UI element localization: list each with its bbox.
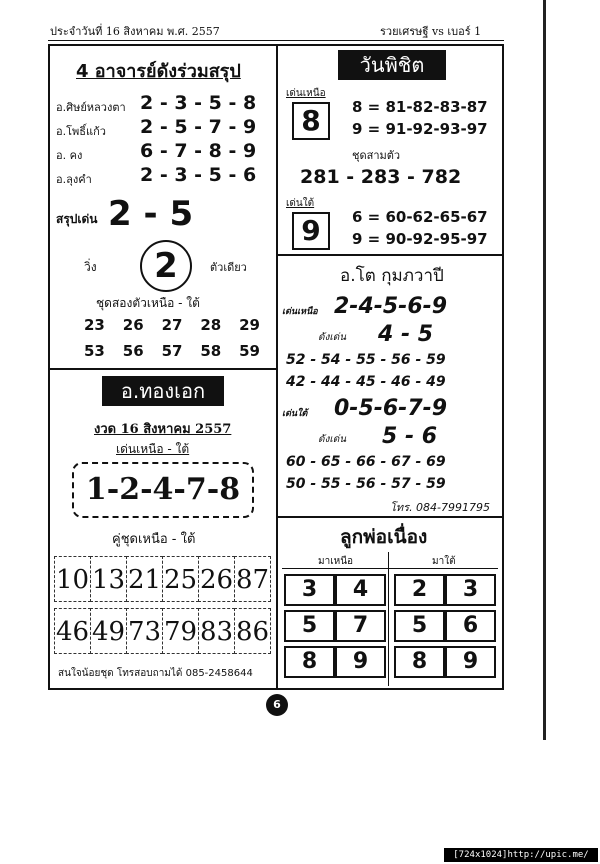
teacher-numbers: 2 - 5 - 7 - 9 [140,116,257,138]
to-line-2: 42 - 44 - 45 - 46 - 49 [286,374,446,390]
lukpho-cell: 6 [445,610,496,642]
south-label: เด่นใต้ [286,198,315,209]
right-divider-1 [276,254,504,256]
thongek-contact: สนใจน้อยชุด โทรสอบถามได้ 085-2458644 [58,668,253,679]
pair-number: 28 [200,316,222,334]
grid-cell: 46 [54,608,91,654]
pair-number: 27 [161,316,183,334]
run-label: วิ่ง [84,260,97,274]
north-box: 8 [292,102,330,140]
header-title: รวยเศรษฐี vs เบอร์ 1 [380,25,482,38]
teacher-name: อ.ลุงคำ [56,173,92,186]
to-line-4: 50 - 55 - 56 - 57 - 59 [286,476,446,492]
thongek-main-numbers: 1-2-4-7-8 [72,462,254,518]
lukpho-cell: 5 [284,610,335,642]
pairs-row-2 [84,342,260,360]
lukpho-cell: 4 [335,574,386,606]
south-line-1: 6 = 60-62-65-67 [352,208,488,226]
to-phone: โทร. 084-7991795 [390,501,491,514]
grid-cell: 25 [162,556,199,602]
left-divider [48,368,276,370]
page-number: 6 [266,694,288,716]
lukpho-left-label: มาเหนือ [318,556,354,567]
to-dang2-label: ดังเด่น [318,434,347,445]
lukpho-cell: 3 [284,574,335,606]
grid-cell: 21 [126,556,163,602]
to-south-label: เด่นใต้ [282,409,308,419]
grid-cell: 73 [126,608,163,654]
run-number-circle: 2 [140,240,192,292]
wanphichit-title: วันพิชิต [338,50,446,80]
pair-number: 58 [200,342,222,360]
lukpho-cell: 8 [394,646,445,678]
teacher-numbers: 2 - 3 - 5 - 8 [140,92,257,114]
teacher-name: อ.ศิษย์หลวงตา [56,101,126,114]
lukpho-cell: 2 [394,574,445,606]
grid-cell: 83 [198,608,235,654]
header-rule [48,40,504,41]
lukpho-cell: 9 [335,646,386,678]
teacher-numbers: 6 - 7 - 8 - 9 [140,140,257,162]
grid-cell: 49 [90,608,127,654]
right-divider-2 [276,516,504,518]
pair-number: 23 [84,316,105,334]
grid-cell: 86 [234,608,271,654]
north-line-2: 9 = 91-92-93-97 [352,120,488,138]
header-date: ประจำวันที่ 16 สิงหาคม พ.ศ. 2557 [50,25,220,38]
four-teachers-title: 4 อาจารย์ดังร่วมสรุป [76,61,241,82]
pair-number: 57 [161,342,183,360]
grid-cell: 79 [162,608,199,654]
to-title: อ.โต กุมภวาปี [340,266,444,286]
lukpho-cell: 7 [335,610,386,642]
pairs-grid [54,556,274,660]
teacher-row [56,140,271,164]
pair-number: 53 [84,342,105,360]
pairs-row-1 [84,316,260,334]
lukpho-rule [282,568,498,569]
to-north-numbers: 2-4-5-6-9 [334,294,448,319]
thongek-sub: เด่นเหนือ - ใต้ [116,442,190,456]
lukpho-cell: 5 [394,610,445,642]
grid-cell: 13 [90,556,127,602]
north-line-1: 8 = 81-82-83-87 [352,98,488,116]
pair-number: 59 [239,342,260,360]
three-digit-label: ชุดสามตัว [352,149,401,162]
to-north-label: เด่นเหนือ [282,307,318,317]
watermark: [724x1024]http://upic.me/ [444,848,598,862]
teacher-row [56,116,271,140]
pair-number: 26 [122,316,144,334]
north-label: เด่นเหนือ [286,88,326,99]
pair-number: 29 [239,316,260,334]
to-dang2-numbers: 5 - 6 [382,424,438,449]
teacher-name: อ. คง [56,149,83,162]
center-divider [276,44,278,690]
thongek-pairs-title: คู่ชุดเหนือ - ใต้ [112,532,196,547]
summary-numbers: 2 - 5 [108,194,194,234]
lukpho-cell: 8 [284,646,335,678]
summary-label: สรุปเด่น [56,212,98,226]
three-digit-numbers: 281 - 283 - 782 [300,166,462,188]
teacher-numbers: 2 - 3 - 5 - 6 [140,164,257,186]
teacher-row [56,92,271,116]
teacher-name: อ.โพธิ์แก้ว [56,125,106,138]
draw-date: งวด 16 สิงหาคม 2557 [94,422,232,437]
pair-number: 56 [122,342,144,360]
to-line-3: 60 - 65 - 66 - 67 - 69 [286,454,446,470]
south-box: 9 [292,212,330,250]
lukpho-cell: 9 [445,646,496,678]
grid-cell: 26 [198,556,235,602]
lukpho-center-rule [388,552,389,686]
thongek-title: อ.ทองเอก [102,376,224,406]
grid-cell: 87 [234,556,271,602]
to-line-1: 52 - 54 - 55 - 56 - 59 [286,352,446,368]
lukpho-cell: 3 [445,574,496,606]
lukpho-right-grid [394,574,498,682]
pairs-title: ชุดสองตัวเหนือ - ใต้ [96,296,200,310]
to-south-numbers: 0-5-6-7-9 [334,396,448,421]
south-line-2: 9 = 90-92-95-97 [352,230,488,248]
grid-cell: 10 [54,556,91,602]
teacher-row [56,164,271,188]
lukpho-right-label: มาใต้ [432,556,456,567]
to-dang1-numbers: 4 - 5 [378,322,434,347]
page-edge [543,0,546,740]
to-dang1-label: ดังเด่น [318,332,347,343]
single-label: ตัวเดียว [210,261,247,274]
lukpho-title: ลูกพ่อเนื่อง [340,526,428,548]
lukpho-left-grid [284,574,388,682]
